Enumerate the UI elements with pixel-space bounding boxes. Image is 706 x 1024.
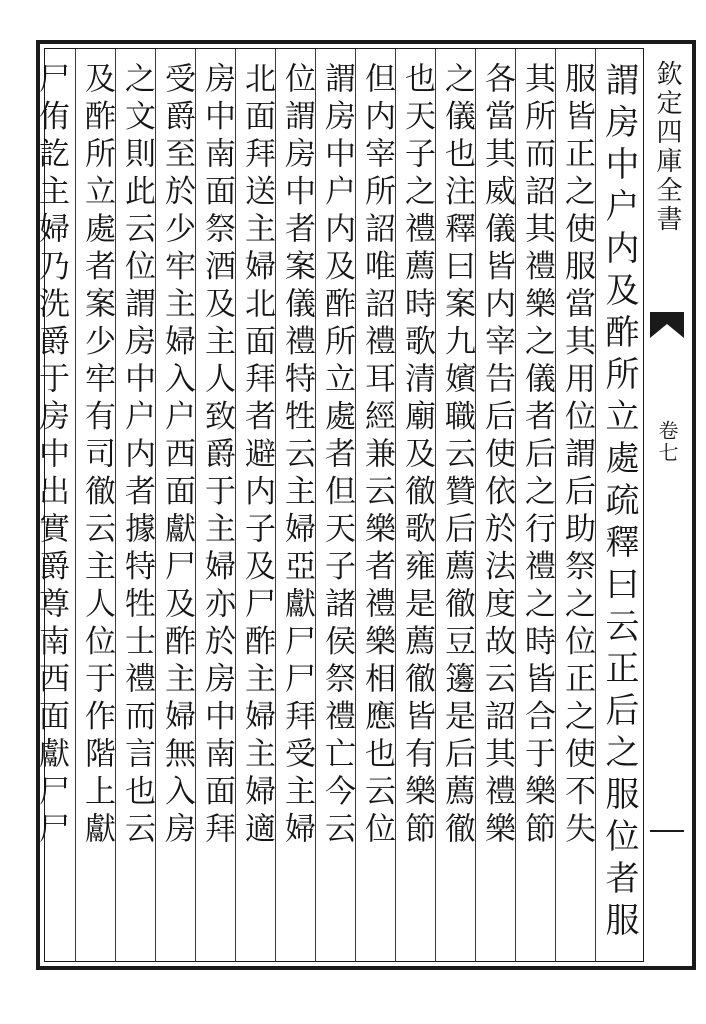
text-column-4: 各當其威儀皆内宰告后使依於法度故云詔其禮樂 bbox=[479, 62, 515, 850]
text-column-9: 位謂房中者案儀禮特牲云主婦亞獻尸尸拜受主婦 bbox=[279, 62, 315, 850]
text-column-15: 尸侑訖主婦乃洗爵于房中出實爵尊南西面獻尸尸 bbox=[33, 62, 69, 850]
text-column-14: 及酢所立處者案少牢有司徹云主人位于作階上獻 bbox=[79, 62, 115, 850]
book-title: 欽定四庫全書 bbox=[652, 60, 682, 234]
volume-label: 卷七 bbox=[655, 420, 679, 464]
text-column-5: 之儀也注釋曰案九嬪職云贊后薦徹豆籩是后薦徹 bbox=[439, 62, 475, 850]
text-column-13: 之文則此云位謂房中户内者據特牲士禮而言也云 bbox=[119, 62, 155, 850]
text-column-12: 受爵至於少牢主婦入户西面獻尸及酢主婦無入房 bbox=[159, 62, 195, 850]
margin-rule bbox=[650, 830, 684, 832]
text-column-3: 其所而詔其禮樂之儀者后之行禮之時皆合于樂節 bbox=[519, 62, 555, 850]
text-column-11: 房中南面祭酒及主人致爵于主婦亦於房中南面拜 bbox=[199, 62, 235, 850]
text-column-1: 謂房中户内及酢所立處疏釋曰云正后之服位者服 bbox=[599, 62, 639, 944]
fishtail-mark-icon bbox=[648, 310, 686, 340]
text-column-6: 也天子之禮薦時歌清廟及徹歌雍是薦徹皆有樂節 bbox=[399, 62, 435, 850]
text-column-2: 服皆正之使服當其用位謂后助祭之位正之使不失 bbox=[559, 62, 595, 850]
text-column-8: 謂房中户内及酢所立處者但天子諸侯祭禮亡今云 bbox=[319, 62, 355, 850]
text-column-10: 北面拜送主婦北面拜者避内子及尸酢主婦主婦適 bbox=[239, 62, 275, 850]
text-column-7: 但内宰所詔唯詔禮耳經兼云樂者禮樂相應也云位 bbox=[359, 62, 395, 850]
